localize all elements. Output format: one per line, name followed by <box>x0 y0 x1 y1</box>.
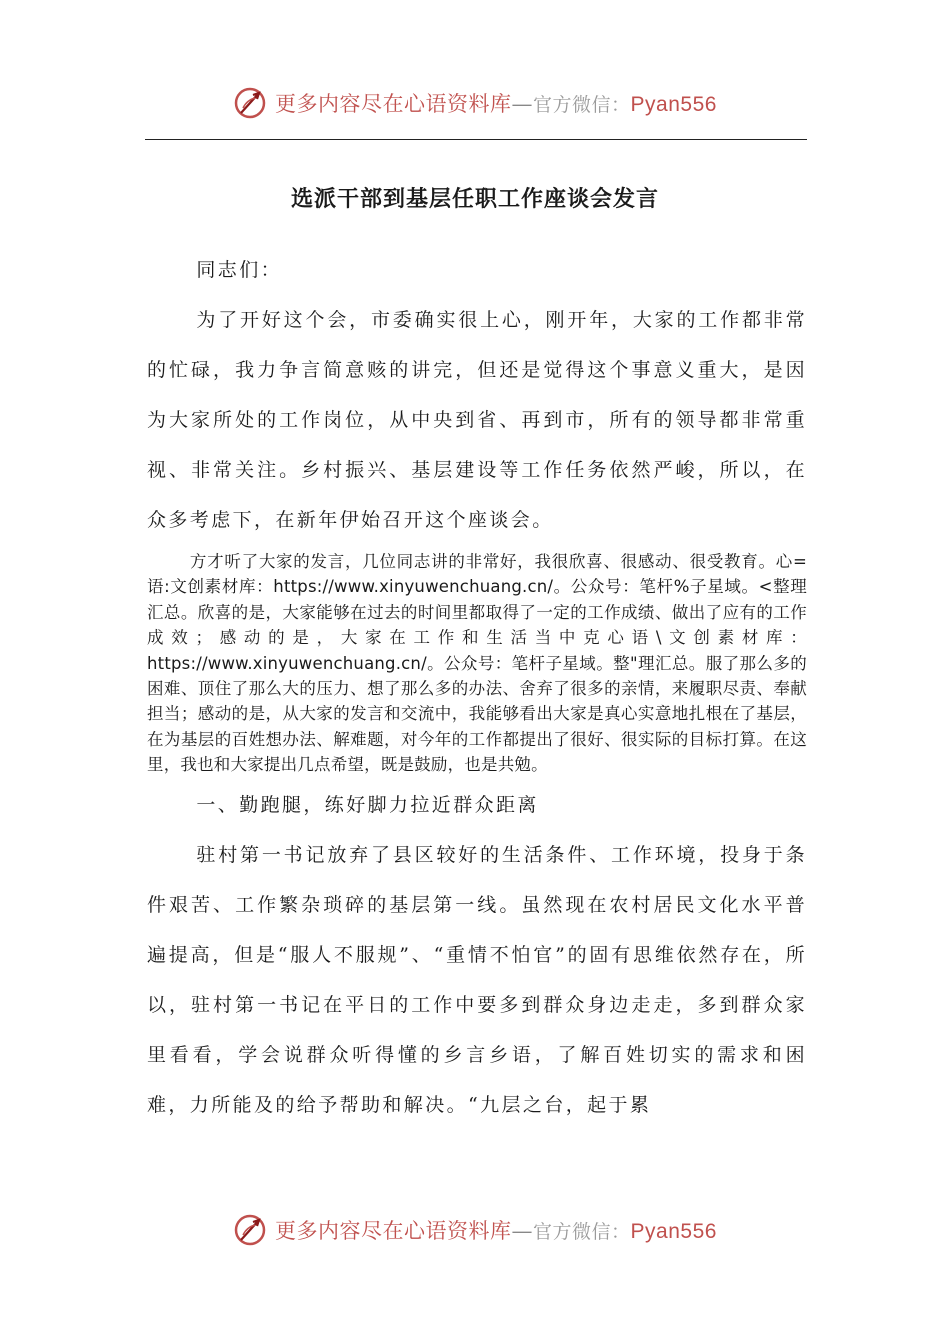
quill-logo-icon <box>233 86 267 120</box>
paragraph-2: 方才听了大家的发言，几位同志讲的非常好，我很欣喜、很感动、很受教育。心=语:文创素材库：https://www.xinyuwenchuang.cn/。公众号：笔杆%子星域。<整理汇总。欣喜的是，大家能够在过去的时间里都取得了一定的工作成绩、做出了应有的工作成效；感动的是，大家在工作和生活当中克心语\文创素材库：https://www.xinyuwenchuang.cn/。公众号：笔杆子星域。整"理汇总。服了那么多的困难、顶住了那么大的压力、想了那么多的办法、舍弃了很多的亲情，来履职尽责、奉献担当；感动的是，从大家的发言和交流中，我能够看出大家是真心实意地扎根在了基层，在为基层的百姓想办法、解难题，对今年的工作都提出了很好、很实际的目标打算。在这里，我也和大家提出几点希望，既是鼓励，也是共勉。 <box>147 552 807 775</box>
section-heading-1: 一、勤跑腿，练好脚力拉近群众距离 <box>196 793 539 816</box>
banner-dash: — <box>511 1219 534 1243</box>
header-banner <box>0 83 950 123</box>
document-body <box>147 245 807 1130</box>
paragraph-1: 为了开好这个会，市委确实很上心，刚开年，大家的工作都非常的忙碌，我力争言简意赅的讲完，但还是觉得这个事意义重大，是因为大家所处的工作岗位，从中央到省、再到市，所有的领导都非常重视、非常关注。乡村振兴、基层建设等工作任务依然严峻，所以，在众多考虑下，在新年伊始召开这个座谈会。 <box>147 309 807 531</box>
banner-dash: — <box>511 92 534 116</box>
banner-wechat-label: 官方微信： <box>533 1221 631 1243</box>
quill-logo-icon <box>233 1213 267 1247</box>
banner-wechat-id: Pyan556 <box>630 93 717 116</box>
header-divider <box>145 139 807 140</box>
salutation: 同志们： <box>196 259 282 281</box>
paragraph-3: 驻村第一书记放弃了县区较好的生活条件、工作环境，投身于条件艰苦、工作繁杂琐碎的基层第一线。虽然现在农村居民文化水平普遍提高，但是“服人不服规”、“重情不怕官”的固有思维依然存在，所以，驻村第一书记在平日的工作中要多到群众身边走走，多到群众家里看看，学会说群众听得懂的乡言乡语，了解百姓切实的需求和困难，力所能及的给予帮助和解决。“九层之台，起于累 <box>147 843 807 1116</box>
banner-wechat-id: Pyan556 <box>630 1220 717 1243</box>
banner-wechat-label: 官方微信： <box>533 94 631 116</box>
document-title: 选派干部到基层任职工作座谈会发言 <box>290 187 659 212</box>
banner-main-text: 更多内容尽在心语资料库 <box>275 1219 512 1243</box>
footer-banner <box>0 1210 950 1250</box>
banner-main-text: 更多内容尽在心语资料库 <box>275 92 512 116</box>
